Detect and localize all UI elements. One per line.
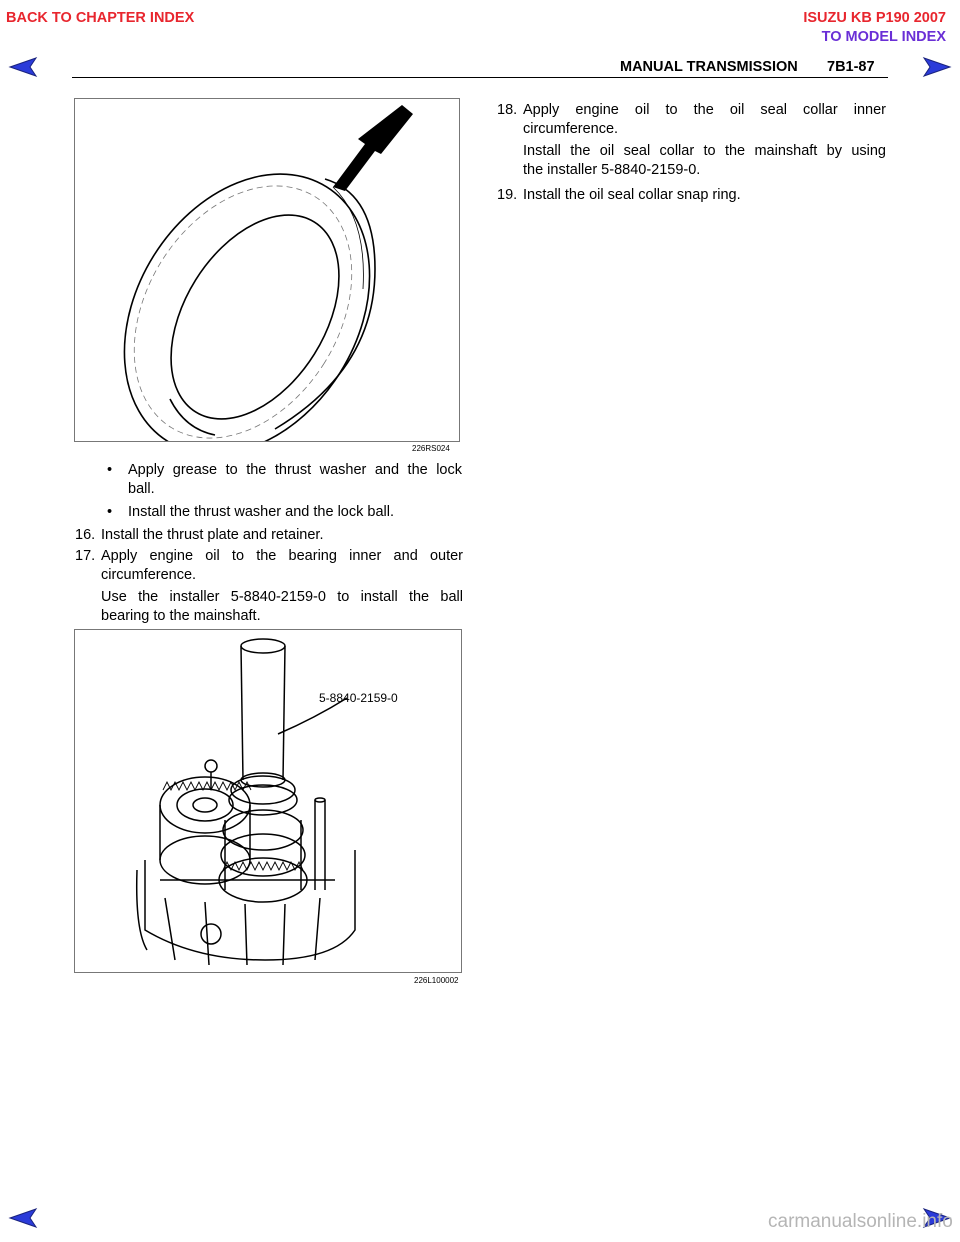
previous-page-bottom-arrow-icon[interactable] — [8, 1207, 38, 1229]
model-title-link[interactable]: ISUZU KB P190 2007 — [803, 10, 946, 26]
bullet1-line1: Apply grease to the thrust washer and the lock — [128, 462, 462, 478]
bullet2: Install the thrust washer and the lock ball. — [128, 504, 394, 520]
step19-number: 19. — [497, 187, 518, 203]
step17-sub-line1: Use the installer 5-8840-2159-0 to install the ball — [101, 589, 463, 605]
step17-line1: Apply engine oil to the bearing inner and outer — [101, 548, 463, 564]
installer-mainshaft-drawing — [75, 630, 461, 972]
step18-line2: circumference. — [523, 121, 619, 137]
step18-line1: Apply engine oil to the oil seal collar inner — [523, 102, 886, 118]
oil-seal-collar-figure — [74, 98, 460, 442]
step16-number: 16. — [75, 527, 96, 543]
figure2-caption: 226L100002 — [414, 976, 459, 985]
oil-seal-collar-drawing — [75, 99, 459, 441]
bullet-dot: • — [107, 462, 113, 478]
step18-number: 18. — [497, 102, 518, 118]
watermark-text: carmanualsonline.info — [768, 1211, 953, 1232]
step16-text: Install the thrust plate and retainer. — [101, 527, 324, 543]
step18-sub-line1: Install the oil seal collar to the mainshaft by using — [523, 143, 886, 159]
installer-callout-label: 5-8840-2159-0 — [319, 691, 398, 705]
to-model-index-link[interactable]: TO MODEL INDEX — [821, 29, 946, 45]
next-page-arrow-icon[interactable] — [922, 56, 952, 78]
step18-sub-line2: the installer 5-8840-2159-0. — [523, 162, 701, 178]
step17-line2: circumference. — [101, 567, 197, 583]
bullet-dot: • — [107, 504, 113, 520]
header-rule — [72, 77, 888, 78]
step17-sub-line2: bearing to the mainshaft. — [101, 608, 261, 624]
previous-page-arrow-icon[interactable] — [8, 56, 38, 78]
figure1-caption: 226RS024 — [412, 444, 450, 453]
back-to-chapter-index-link[interactable]: BACK TO CHAPTER INDEX — [6, 10, 195, 26]
installer-mainshaft-figure — [74, 629, 462, 973]
bullet1-line2: ball. — [128, 481, 155, 497]
page-number: 7B1-87 — [827, 59, 875, 75]
step17-number: 17. — [75, 548, 96, 564]
step19-text: Install the oil seal collar snap ring. — [523, 187, 741, 203]
section-title: MANUAL TRANSMISSION — [620, 59, 798, 75]
